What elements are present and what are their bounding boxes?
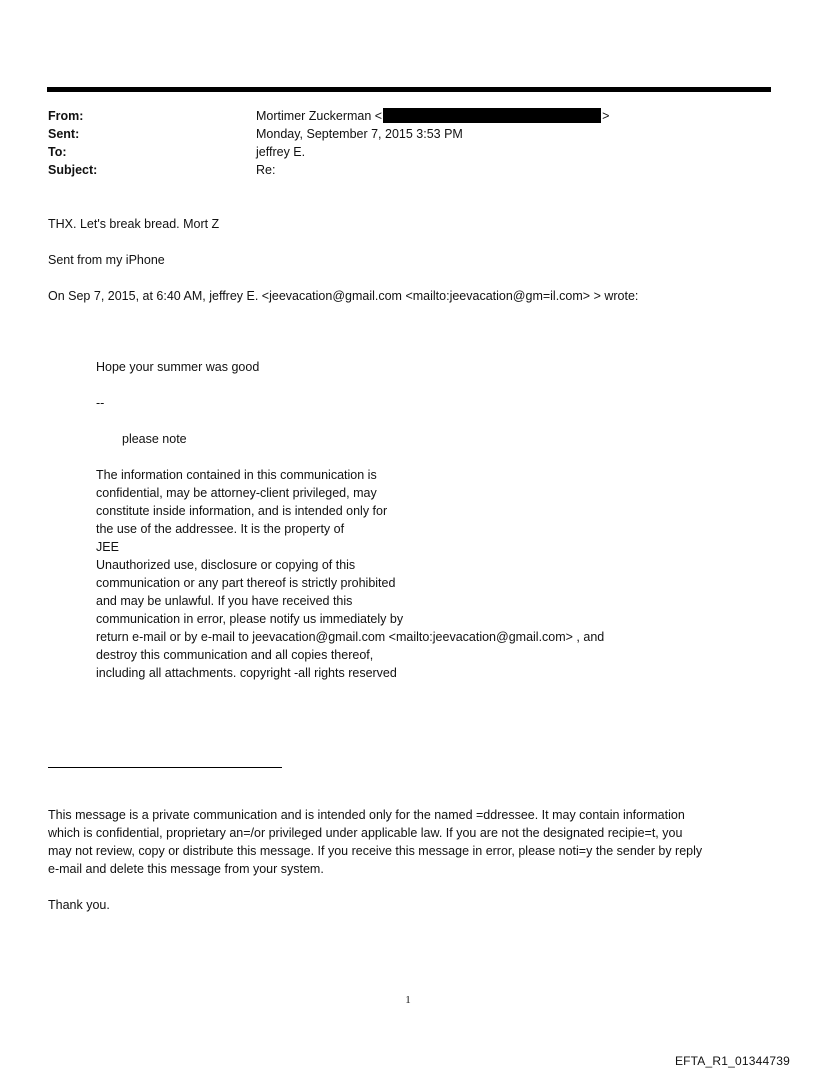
- disclaimer-line: constitute inside information, and is intended only for: [96, 504, 388, 518]
- legal-notice: [48, 806, 768, 878]
- disclaimer-line: The information contained in this communication is: [96, 468, 377, 482]
- disclaimer-line: confidential, may be attorney-client privileged, may: [96, 486, 377, 500]
- disclaimer-line: including all attachments. copyright -all rights reserved: [96, 666, 397, 680]
- disclaimer-line: Unauthorized use, disclosure or copying of this: [96, 558, 356, 572]
- subject-label: Subject:: [48, 163, 98, 177]
- redaction-block: [383, 108, 601, 123]
- signature-line: Sent from my iPhone: [48, 253, 165, 267]
- header-top-rule: [47, 87, 771, 92]
- to-label: To:: [48, 145, 67, 159]
- legal-line: which is confidential, proprietary an=/or privileged under applicable law. If you are not the designated recipie=t, you: [48, 826, 683, 840]
- disclaimer-line: destroy this communication and all copies thereof,: [96, 648, 374, 662]
- reply-line: THX. Let's break bread. Mort Z: [48, 217, 220, 231]
- sent-value: Monday, September 7, 2015 3:53 PM: [256, 127, 463, 141]
- from-label: From:: [48, 109, 84, 123]
- disclaimer-line: JEE: [96, 540, 119, 554]
- disclaimer-line: return e-mail or by e-mail to jeevacation@gmail.com <mailto:jeevacation@gmail.com> , and: [96, 630, 605, 644]
- subject-value: Re:: [256, 163, 276, 177]
- to-value: jeffrey E.: [256, 145, 306, 159]
- from-value: [256, 107, 609, 125]
- disclaimer-line: and may be unlawful. If you have received this: [96, 594, 353, 608]
- quote-header: On Sep 7, 2015, at 6:40 AM, jeffrey E. <jeevacation@gmail.com <mailto:jeevacation@gm=il.com> > wrote:: [48, 289, 639, 303]
- sent-label: Sent:: [48, 127, 80, 141]
- disclaimer-line: communication or any part thereof is strictly prohibited: [96, 576, 396, 590]
- legal-line: e-mail and delete this message from your system.: [48, 862, 324, 876]
- page-number: 1: [405, 994, 411, 1006]
- disclaimer-line: the use of the addressee. It is the property of: [96, 522, 345, 536]
- confidentiality-disclaimer: [96, 466, 604, 682]
- quoted-greeting: Hope your summer was good: [96, 360, 260, 374]
- disclaimer-line: communication in error, please notify us immediately by: [96, 612, 404, 626]
- footer-divider: [48, 767, 282, 768]
- legal-line: may not review, copy or distribute this message. If you receive this message in error, please noti=y the sender by reply: [48, 844, 703, 858]
- bates-number: EFTA_R1_01344739: [674, 1054, 790, 1068]
- from-name: Mortimer Zuckerman <: [256, 109, 383, 123]
- thank-you: Thank you.: [48, 898, 110, 912]
- from-close: >: [602, 109, 610, 123]
- note-title: please note: [122, 432, 187, 446]
- quoted-separator: --: [96, 396, 105, 410]
- legal-line: This message is a private communication and is intended only for the named =ddressee. It may contain information: [48, 808, 685, 822]
